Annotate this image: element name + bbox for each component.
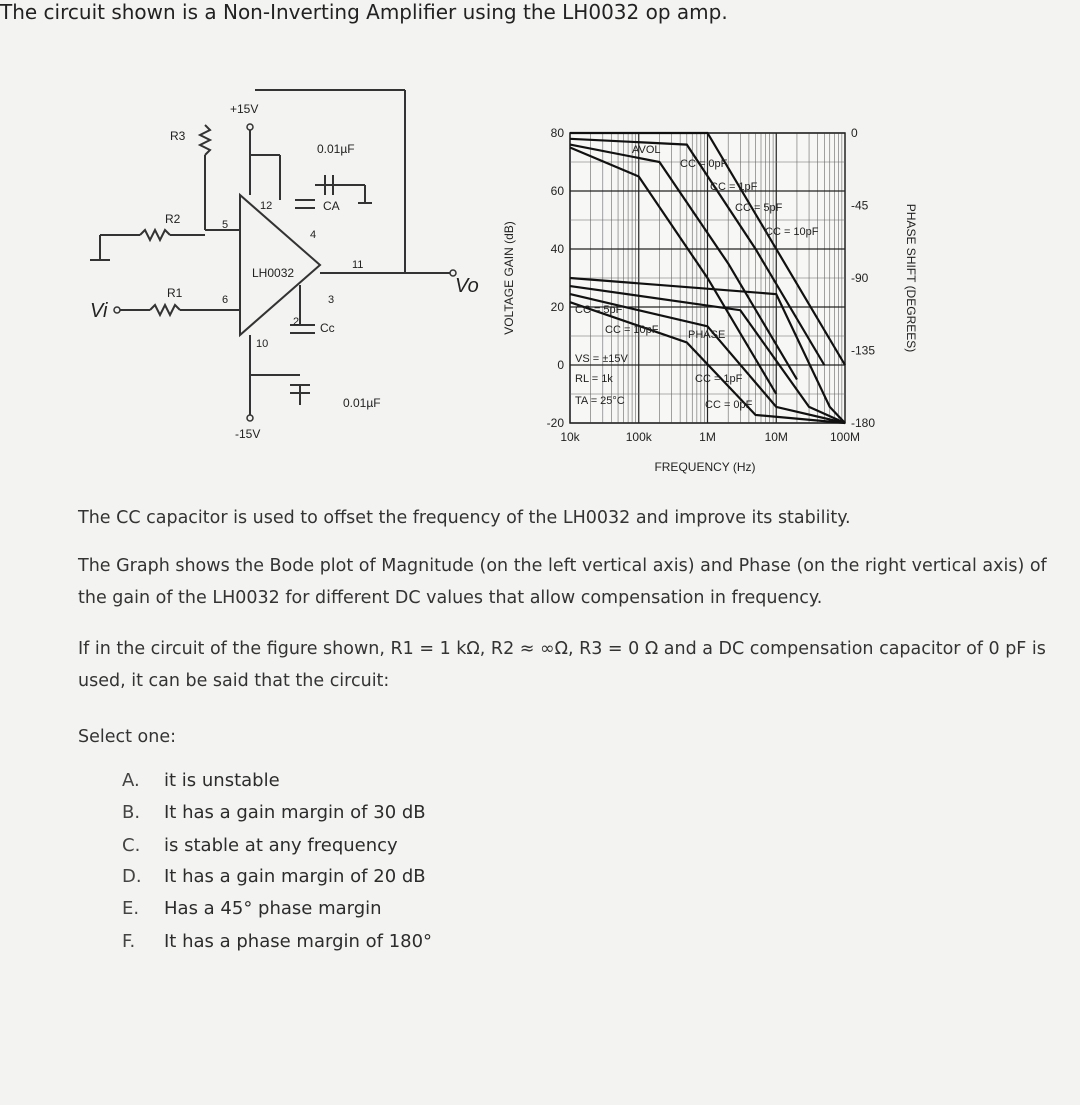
phase-annotation: PHASE: [688, 329, 726, 341]
pin-label: 10: [256, 338, 269, 350]
y2-tick-label: -180: [851, 416, 876, 430]
y2-tick-label: -135: [851, 343, 876, 358]
paragraph-2: The Graph shows the Bode plot of Magnitude (on the left vertical axis) and Phase (on the right vertical axis) of the gain of the LH0032 for different DC values that allow compensation in frequency.: [78, 556, 1047, 608]
option-text: is stable at any frequency: [164, 835, 398, 856]
pin-label: 11: [352, 259, 364, 271]
y-tick-label: 40: [550, 242, 564, 256]
condition-label: RL = 1k: [575, 373, 613, 385]
option-text: It has a gain margin of 20 dB: [164, 866, 426, 887]
phase-series-label: CC = 10pF: [605, 324, 659, 336]
circuit-schematic: [80, 85, 480, 455]
vminus-label: -15V: [235, 427, 261, 441]
option-f[interactable]: [122, 931, 432, 952]
avol-annotation: AVOL: [632, 144, 661, 156]
gain-series-label: CC = 1pF: [710, 181, 758, 193]
condition-label: VS = ±15V: [575, 353, 628, 365]
x-tick-label: 10M: [764, 430, 788, 444]
y-tick-label: 60: [550, 184, 564, 198]
option-a[interactable]: [122, 770, 280, 791]
option-e[interactable]: [122, 898, 382, 919]
question-title: The circuit shown is a Non-Inverting Amplifier using the LH0032 op amp.: [0, 0, 728, 24]
x-tick-label: 10k: [560, 430, 580, 444]
pin-label: 3: [328, 294, 335, 306]
phase-series-label: CC = 1pF: [695, 373, 743, 385]
opamp-label: LH0032: [252, 266, 295, 280]
option-letter: F.: [122, 931, 136, 952]
cap-top-label: 0.01µF: [317, 142, 355, 156]
vout-label: Vo: [455, 275, 479, 297]
y-tick-label: -20: [546, 416, 564, 430]
x-tick-label: 100M: [829, 430, 861, 444]
paragraph-1: The CC capacitor is used to offset the frequency of the LH0032 and improve its stability.: [78, 508, 851, 528]
option-text: Has a 45° phase margin: [164, 898, 382, 919]
r3-label: R3: [170, 129, 186, 143]
pin-label: 12: [260, 200, 273, 212]
option-letter: C.: [122, 835, 141, 856]
cap-bottom-label: 0.01µF: [343, 396, 381, 410]
gain-series-label: CC = 10pF: [765, 226, 819, 238]
r1-label: R1: [167, 286, 183, 300]
y-tick-label: 0: [557, 358, 564, 372]
option-letter: A.: [122, 770, 140, 791]
x-axis-label: FREQUENCY (Hz): [654, 460, 756, 474]
option-letter: E.: [122, 898, 140, 919]
gain-series-label: CC = 5pF: [735, 202, 783, 214]
vplus-label: +15V: [230, 102, 259, 116]
option-text: It has a gain margin of 30 dB: [164, 802, 426, 823]
y2-tick-label: -90: [851, 271, 869, 285]
y-axis-label: VOLTAGE GAIN (dB): [502, 221, 516, 335]
option-c[interactable]: [122, 835, 398, 856]
ca-label: CA: [323, 199, 340, 213]
y2-axis-label: PHASE SHIFT (DEGREES): [904, 203, 918, 353]
option-d[interactable]: [122, 866, 426, 887]
pin-label: 4: [310, 229, 317, 241]
option-text: it is unstable: [164, 770, 280, 791]
r2-label: R2: [165, 212, 181, 226]
y-tick-label: 80: [550, 126, 564, 140]
y-tick-label: 20: [550, 300, 564, 314]
gain-series-label: CC = 0pF: [680, 158, 728, 170]
option-b[interactable]: [122, 802, 426, 823]
option-text: It has a phase margin of 180°: [164, 931, 433, 952]
x-tick-label: 1M: [699, 430, 716, 444]
phase-series-label: CC = 0pF: [705, 399, 753, 411]
pin-label: 5: [222, 219, 229, 231]
vin-label: Vi: [90, 300, 108, 322]
pin-label: 6: [222, 294, 229, 306]
option-letter: B.: [122, 802, 141, 823]
option-letter: D.: [122, 866, 142, 887]
paragraph-3: If in the circuit of the figure shown, R1 = 1 kΩ, R2 ≈ ∞Ω, R3 = 0 Ω and a DC compensation capacitor of 0 pF is used, it can be said that the circuit:: [78, 639, 1046, 691]
phase-series-label: CC = 5pF: [575, 304, 623, 316]
select-one-label: Select one:: [78, 727, 177, 747]
condition-label: TA = 25°C: [575, 395, 625, 407]
pin-label: 2: [293, 316, 300, 328]
cc-label: Cc: [320, 321, 335, 335]
y2-tick-label: -45: [851, 198, 869, 213]
opamp-symbol: [240, 195, 320, 335]
y2-tick-label: 0: [851, 126, 858, 140]
bode-plot: [495, 120, 925, 490]
x-tick-label: 100k: [625, 430, 652, 444]
